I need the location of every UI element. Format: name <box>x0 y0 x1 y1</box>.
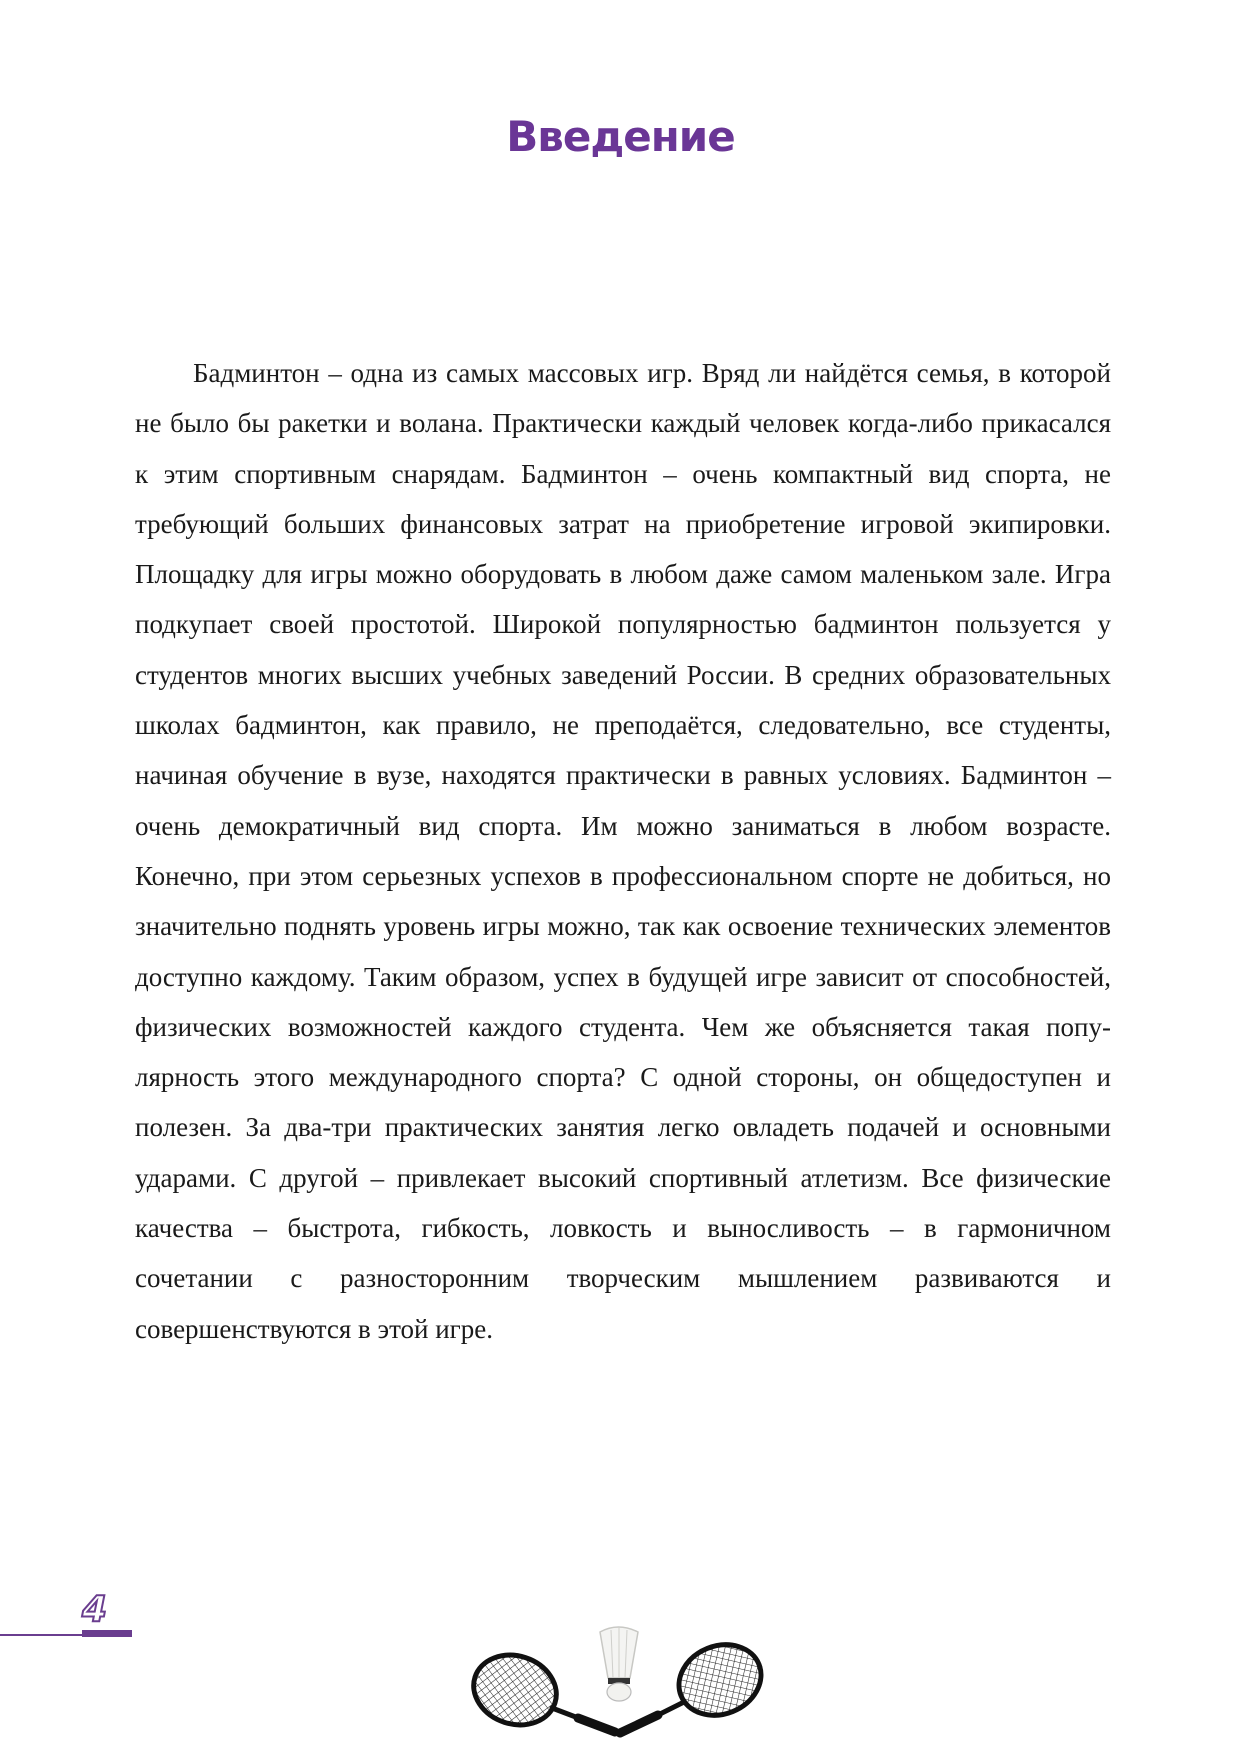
shuttlecock-icon <box>600 1627 638 1701</box>
body-paragraph: Бадминтон – одна из самых массовых игр. Вряд ли найдётся семья, в которой не было бы ракетки и волана. Практически каждый человек когда-либо прикасался к этим спортивным снарядам. Бадминтон – очень компактный вид спорта, не требующий больших финансовых затрат на приобретение игровой экипировки. Площадку для игры можно оборудовать в любом даже самом маленьком зале. Игра подкупает своей простотой. Широкой популярностью бадминтон пользуется у студентов многих высших учебных заведений России. В средних образовательных школах бадминтон, как правило, не преподаётся, следовательно, все студенты, начиная обучение в вузе, находятся практически в равных условиях. Бадминтон – очень демократичный вид спорта. Им можно заниматься в любом возрасте. Конечно, при этом серьезных успехов в профессиональном спорте не добиться, но значительно поднять уровень игры можно, так как освоение технических элементов доступно каждому. Таким образом, успех в будущей игре зависит от способностей, физических возможностей каждого студента. Чем же объясняется такая популярность этого международного спорта? С одной стороны, он общедоступен и полезен. За два-три практических занятия легко овладеть подачей и основными ударами. С другой – привлекает высокий спортивный атлетизм. Все физические качества – быстрота, гибкость, ловкость и выносливость – в гармоничном сочетании с разносторонним творческим мышлением развиваются и совершенствуются в этой игре. <box>135 358 1111 1344</box>
right-racket-icon <box>620 1633 772 1733</box>
left-racket-icon <box>465 1645 615 1736</box>
page-rule-thin <box>0 1634 82 1636</box>
badminton-rackets-shuttlecock-icon <box>460 1618 780 1748</box>
page-number: 4 <box>82 1589 108 1630</box>
page-rule-thick <box>82 1630 132 1637</box>
page-number-block <box>0 1590 140 1640</box>
page-title: Введение <box>506 112 735 161</box>
